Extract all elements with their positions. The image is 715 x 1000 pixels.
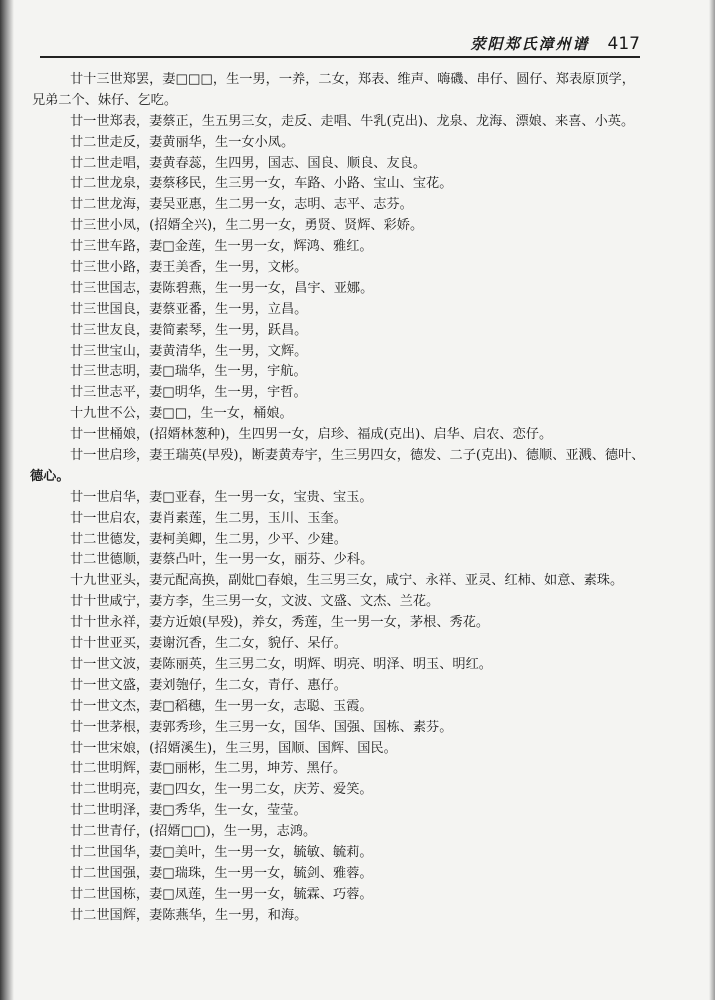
text-line: 廿一世启珍，妻王瑞英(早殁)，断妻黄寿宇，生三男四女，德发、二子(克出)、德顺、亚溅、德叶、: [70, 448, 645, 464]
text-line: 廿十世永祥，妻方近娘(早殁)，养女，秀莲，生一男一女，茅根、秀花。: [70, 615, 490, 631]
text-line: 廿十三世郑罢，妻□□□，生一男，一养，二女，郑表、维声、嗨磯、串仔、圆仔、郑表原顶学，: [70, 72, 635, 87]
text-line: 廿三世宝山，妻黄清华，生一男，文辉。: [70, 343, 308, 359]
text-line: 廿三世小凤，(招婿全兴)，生二男一女，勇贤、贤辉、彩娇。: [70, 218, 424, 234]
book-title: 荥阳郑氏漳州谱: [470, 35, 590, 53]
text-line: 廿三世国良，妻蔡亚番，生一男，立昌。: [70, 301, 308, 317]
text-line: 廿二世国华，妻□美叶，生一男一女，毓敏、毓莉。: [70, 844, 373, 860]
text-line: 廿二世德发，妻柯美卿，生二男，少平、少建。: [70, 531, 347, 547]
text-line: 廿二世国强，妻□瑞珠，生一男一女，毓剑、雅蓉。: [70, 865, 373, 881]
text-line: 廿一世启华，妻□亚春，生一男一女，宝贵、宝玉。: [70, 489, 373, 505]
text-line: 廿二世龙海，妻吴亚惠，生二男一女，志明、志平、志芬。: [70, 197, 413, 213]
text-line: 兄弟二个、妹仔、乞吃。: [32, 92, 178, 108]
text-line: 廿二世明亮，妻□四女，生一男二女，庆芳、爱笑。: [70, 782, 373, 798]
text-line: 廿三世国志，妻陈碧燕，生一男一女，昌宇、亚娜。: [70, 280, 374, 296]
text-line: 廿十世亚买，妻谢沉香，生二女，貌仔、呆仔。: [70, 636, 347, 652]
page-header: [380, 26, 640, 54]
text-line: 廿三世志平，妻□明华，生一男，宇哲。: [70, 385, 307, 401]
text-line: 廿一世茅根，妻郭秀珍，生三男一女，国华、国强、国栋、素芬。: [70, 719, 453, 735]
text-line: 廿三世友良，妻简素琴，生一男，跃昌。: [70, 322, 308, 338]
text-line: 廿二世青仔，(招婿□□)，生一男，志鸿。: [70, 824, 317, 840]
text-line: 廿一世文杰，妻□稻穗，生一男一女，志聪、玉霞。: [70, 698, 373, 714]
text-line: 廿二世国栋，妻□凤莲，生一男一女，毓霖、巧蓉。: [70, 886, 373, 902]
scan-shadow-left: [0, 0, 14, 1000]
text-line: 廿三世小路，妻王美香，生一男，文彬。: [70, 260, 308, 276]
page-number: 417: [607, 34, 640, 54]
text-line: 廿二世走反，妻黄丽华，生一女小凤。: [70, 134, 295, 150]
text-line: 德心。: [30, 468, 70, 484]
scan-shadow-right: [709, 0, 715, 1000]
text-line: 廿三世志明，妻□瑞华，生一男，宇航。: [70, 364, 307, 380]
text-line: 廿二世国辉，妻陈燕华，生一男，和海。: [70, 907, 308, 923]
text-line: 十九世亚头，妻元配高换，副妣□春娘，生三男三女，咸宁、永祥、亚灵、红柿、如意、素珠。: [70, 573, 624, 589]
text-line: 廿一世文波，妻陈丽英，生三男二女，明辉、明亮、明泽、明玉、明红。: [70, 656, 492, 672]
text-line: 廿二世明辉，妻□丽彬，生二男，坤芳、黑仔。: [70, 761, 347, 777]
text-line: 廿一世启农，妻肖素莲，生二男，玉川、玉奎。: [70, 510, 347, 526]
text-line: 廿二世明泽，妻□秀华，生一女，莹莹。: [70, 803, 307, 819]
text-line: 廿一世宋娘，(招婿溪生)，生三男，国顺、国辉、国民。: [70, 740, 397, 756]
text-line: 廿二世龙泉，妻蔡移民，生三男一女，车路、小路、宝山、宝花。: [70, 176, 453, 192]
text-line: 廿三世车路，妻□金莲，生一男一女，辉鸿、雅红。: [70, 239, 373, 255]
text-line: 十九世不公，妻□□，生一女，桶娘。: [70, 406, 293, 422]
genealogy-text: [30, 70, 670, 927]
text-line: 廿二世德顺，妻蔡凸叶，生一男一女，丽芬、少科。: [70, 552, 374, 568]
header-divider: [40, 56, 640, 58]
text-line: 廿二世走唱，妻黄春蕊，生四男，国志、国良、顺良、友良。: [70, 155, 427, 171]
text-line: 廿一世文盛，妻刘匏仔，生二女，青仔、惠仔。: [70, 677, 347, 693]
text-line: 廿一世桶娘，(招婿林葱种)，生四男一女，启珍、福成(克出)、启华、启农、恋仔。: [70, 427, 553, 443]
text-line: 廿一世郑表，妻蔡正，生五男三女，走反、走唱、牛乳(克出)、龙泉、龙海、漂娘、来喜、小英。: [70, 113, 635, 129]
text-line: 廿十世咸宁，妻方李，生三男一女，文波、文盛、文杰、兰花。: [70, 594, 440, 610]
